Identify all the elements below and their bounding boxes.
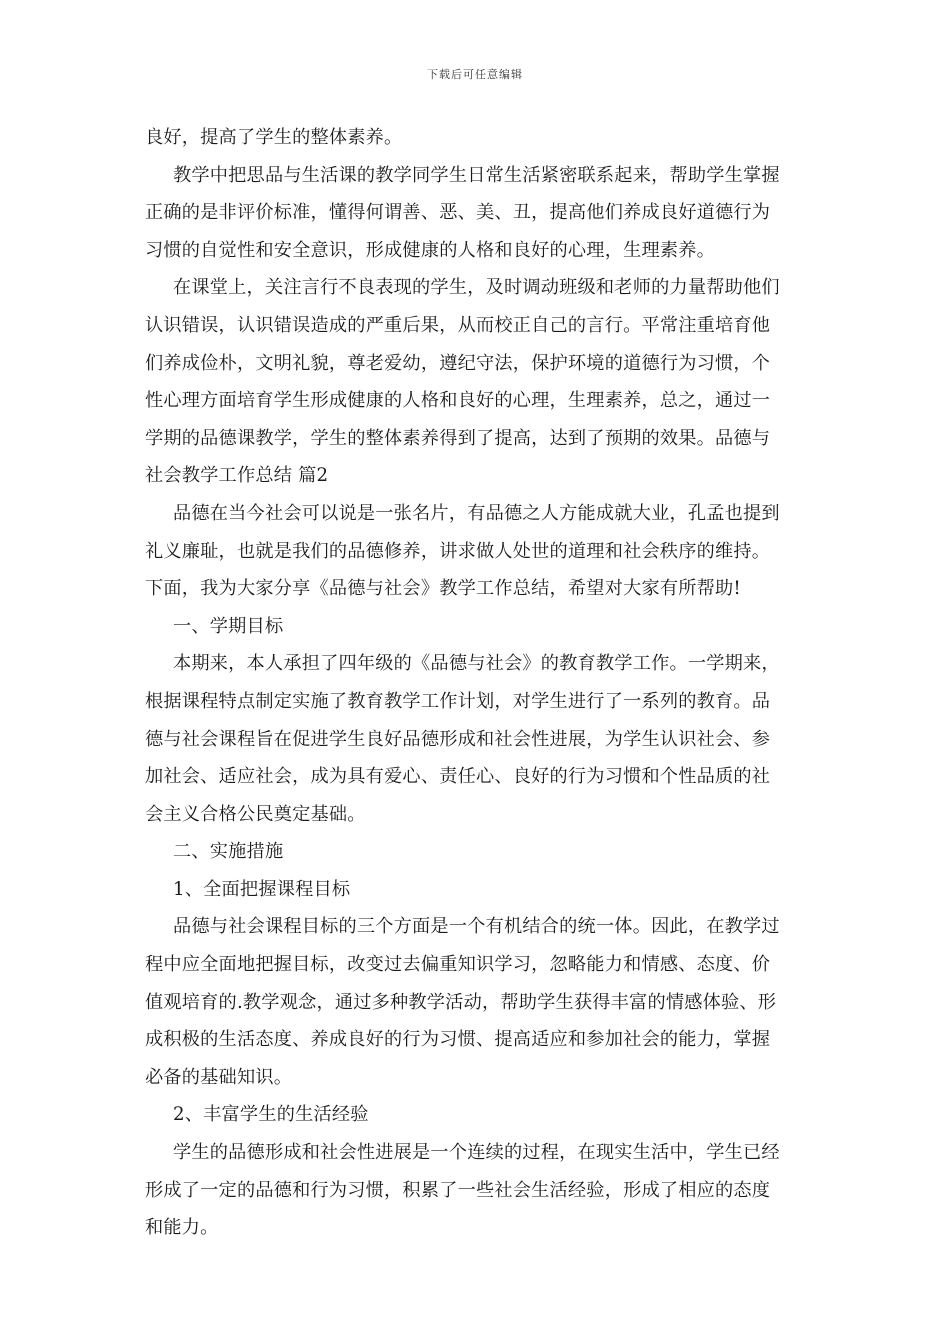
text-line: 成积极的生活态度、养成良好的行为习惯、提高适应和参加社会的能力，掌握 bbox=[145, 1029, 771, 1051]
text-line: 认识错误，认识错误造成的严重后果，从而校正自己的言行。平常注重培育他 bbox=[145, 314, 771, 336]
text-line: 一、学期目标 bbox=[173, 615, 284, 637]
text-line: 礼义廉耻，也就是我们的品德修养，讲求做人处世的道理和社会秩序的维持。 bbox=[145, 540, 771, 562]
text-line: 加社会、适应社会，成为具有爱心、责任心、良好的行为习惯和个性品质的社 bbox=[145, 766, 771, 788]
text-line: 教学中把思品与生活课的教学同学生日常生活紧密联系起来，帮助学生掌握 bbox=[173, 164, 780, 186]
text-line: 二、实施措施 bbox=[173, 841, 284, 863]
document-body bbox=[145, 119, 808, 1247]
text-line: 根据课程特点制定实施了教育教学工作计划，对学生进行了一系列的教育。品 bbox=[145, 690, 771, 712]
text-line: 形成了一定的品德和行为习惯，积累了一些社会生活经验，形成了相应的态度 bbox=[145, 1179, 771, 1201]
text-line: 本期来，本人承担了四年级的《品德与社会》的教育教学工作。一学期来， bbox=[173, 653, 780, 675]
text-line: 习惯的自觉性和安全意识，形成健康的人格和良好的心理，生理素养。 bbox=[145, 239, 716, 261]
text-line: 和能力。 bbox=[145, 1217, 219, 1239]
text-line: 社会教学工作总结 篇2 bbox=[145, 465, 329, 487]
text-line: 学生的品德形成和社会性进展是一个连续的过程，在现实生活中，学生已经 bbox=[173, 1142, 780, 1164]
text-line: 德与社会课程旨在促进学生良好品德形成和社会性进展，为学生认识社会、参 bbox=[145, 728, 771, 750]
text-line: 学期的品德课教学，学生的整体素养得到了提高，达到了预期的效果。品德与 bbox=[145, 427, 771, 449]
text-line: 2、丰富学生的生活经验 bbox=[173, 1104, 369, 1126]
text-line: 值观培育的.教学观念，通过多种教学活动，帮助学生获得丰富的情感体验、形 bbox=[145, 991, 777, 1013]
text-line: 性心理方面培育学生形成健康的人格和良好的心理，生理素养，总之，通过一 bbox=[145, 390, 771, 412]
page-header-note: 下载后可任意编辑 bbox=[427, 68, 523, 81]
text-line: 下面，我为大家分享《品德与社会》教学工作总结，希望对大家有所帮助! bbox=[145, 578, 741, 600]
text-line: 良好，提高了学生的整体素养。 bbox=[145, 127, 403, 148]
text-line: 程中应全面地把握目标，改变过去偏重知识学习，忽略能力和情感、态度、价 bbox=[145, 954, 771, 976]
text-line: 1、全面把握课程目标 bbox=[173, 878, 351, 900]
text-line: 必备的基础知识。 bbox=[145, 1066, 293, 1088]
text-line: 品德在当今社会可以说是一张名片，有品德之人方能成就大业，孔孟也提到 bbox=[173, 502, 780, 524]
text-line: 品德与社会课程目标的三个方面是一个有机结合的统一体。因此，在教学过 bbox=[173, 916, 780, 938]
text-line: 在课堂上，关注言行不良表现的学生，及时调动班级和老师的力量帮助他们 bbox=[173, 277, 780, 299]
text-line: 会主义合格公民奠定基础。 bbox=[145, 803, 366, 825]
text-line: 正确的是非评价标准，懂得何谓善、恶、美、丑，提高他们养成良好道德行为 bbox=[145, 202, 771, 224]
text-line: 们养成俭朴，文明礼貌，尊老爱幼，遵纪守法，保护环境的道德行为习惯，个 bbox=[145, 352, 771, 374]
